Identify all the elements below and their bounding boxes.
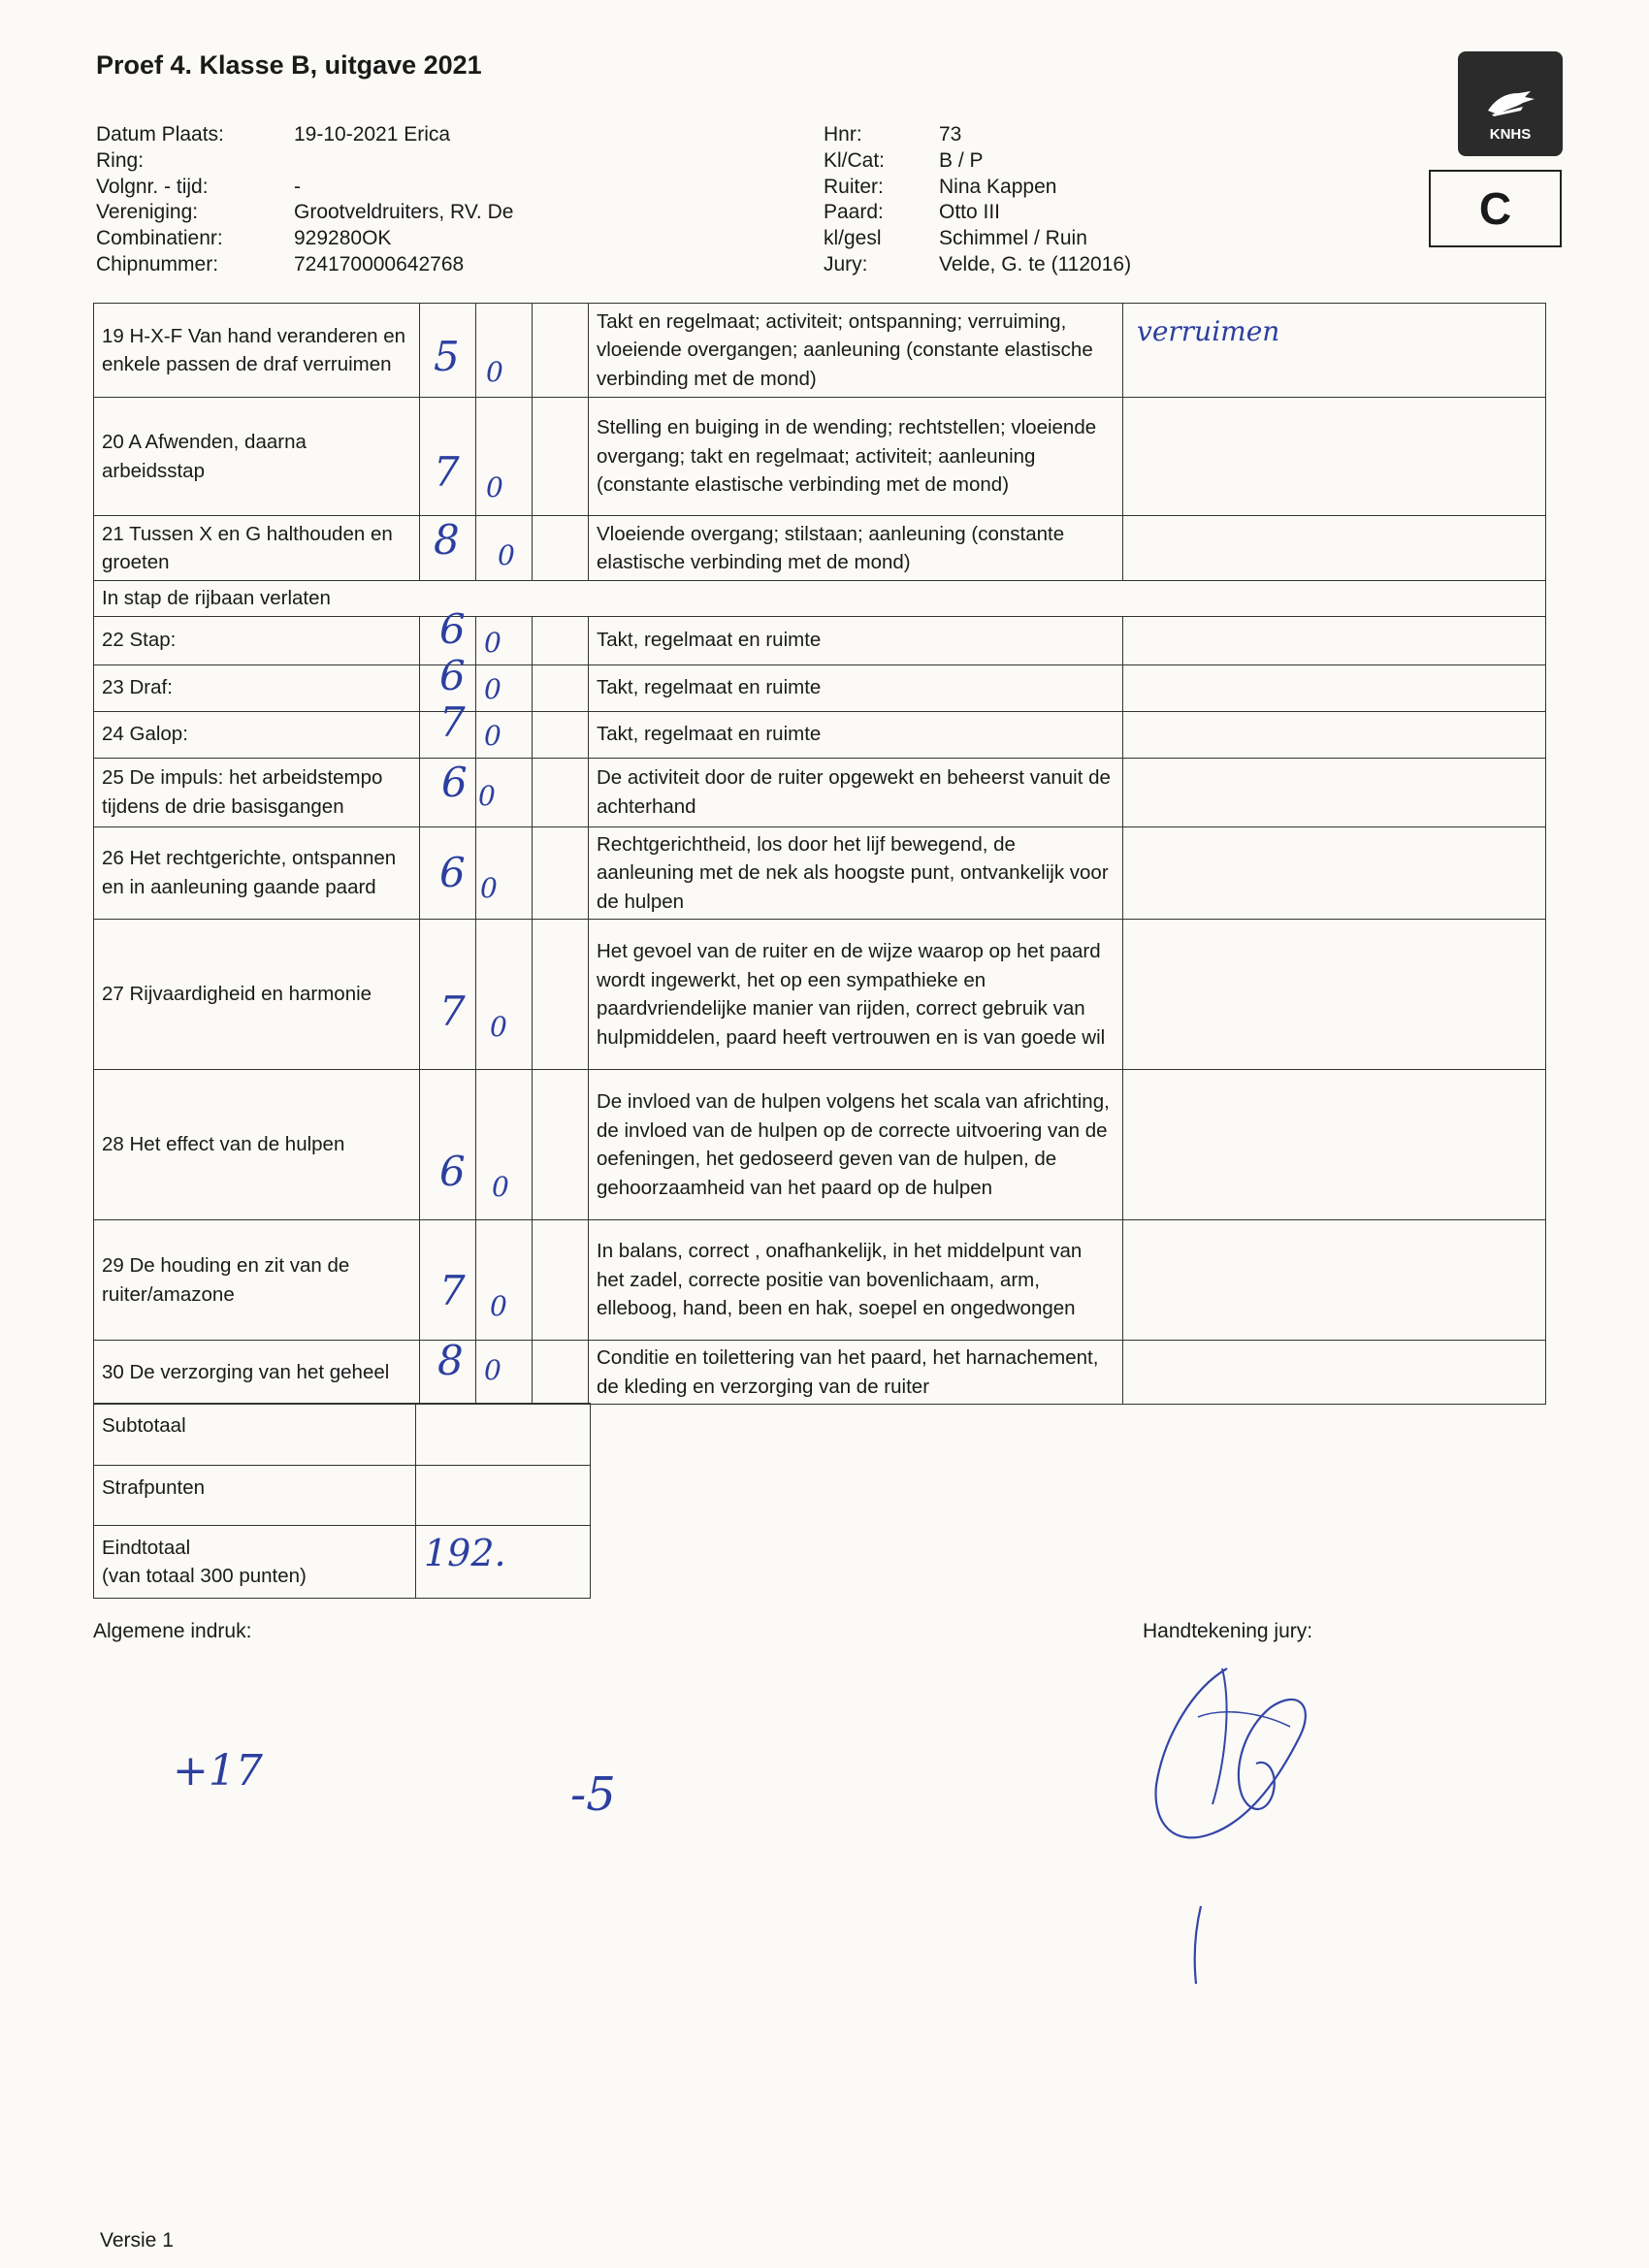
label-chipnummer: Chipnummer: [96,253,219,275]
criteria-cell: Vloeiende overgang; stilstaan; aanleuning (constante elastische verbinding met de mond) [589,516,1123,581]
exercise-cell: 19 H-X-F Van hand veranderen en enkele passen de draf verruimen [94,304,420,398]
criteria-cell: Rechtgerichtheid, los door het lijf bewegend, de aanleuning met de nek als hoogste punt, ontvankelijk voor de hulpen [589,826,1123,920]
walk-out-cell: In stap de rijbaan verlaten [94,581,1546,617]
table-row [94,304,1546,398]
decimal-cell [476,516,533,581]
value-klcat: B / P [939,149,984,172]
table-row [94,516,1546,581]
score-cell [420,1220,476,1341]
score-value: 5 [434,333,460,380]
table-row [94,398,1546,516]
value-volgnr: - [294,176,301,198]
exercise-cell: 30 De verzorging van het geheel [94,1341,420,1405]
table-row [94,664,1546,711]
score-cell [420,398,476,516]
table-row [94,711,1546,758]
remark-value: verruimen [1137,315,1280,347]
decimal-value: 0 [484,719,501,752]
value-paard: Otto III [939,201,1001,223]
remark-cell [1123,304,1546,398]
penalty-row [94,1466,591,1526]
final-total-row [94,1526,591,1599]
score-cell [420,758,476,826]
decimal-cell [476,920,533,1070]
criteria-cell: In balans, correct , onafhankelijk, in het middelpunt van het zadel, correcte positie van bovenlichaam, arm, elleboog, hand, been en hak, soepel en ongedwongen [589,1220,1123,1341]
table-row [94,1341,1546,1405]
decimal-cell [476,1341,533,1405]
extra-cell [533,1341,589,1405]
label-ruiter: Ruiter: [824,176,884,198]
label-jury: Jury: [824,253,868,275]
criteria-cell: De invloed van de hulpen volgens het scala van africhting, de invloed van de hulpen op de correcte uitvoering van de oefeningen, het gedoseerd geven van de hulpen, de gehoorzaamheid van het paard op de hulpen [589,1070,1123,1220]
extra-cell [533,1220,589,1341]
remark-cell [1123,920,1546,1070]
table-row [94,1220,1546,1341]
decimal-value: 0 [478,779,496,812]
subtotal-value [416,1404,591,1466]
label-klcat: Kl/Cat: [824,149,886,172]
extra-cell [533,516,589,581]
extra-cell [533,920,589,1070]
score-value: 7 [439,988,466,1035]
score-value: 6 [439,1148,466,1195]
remark-cell [1123,1070,1546,1220]
score-value: 6 [441,758,468,806]
decimal-value: 0 [480,871,498,904]
exercise-cell: 23 Draf: [94,664,420,711]
criteria-cell: Stelling en buiging in de wending; rechtstellen; vloeiende overgang; takt en regelmaat; activiteit; aanleuning (constante elastische verbinding met de mond) [589,398,1123,516]
value-vereniging: Grootveldruiters, RV. De [294,201,514,223]
decimal-value: 0 [490,1011,507,1043]
score-table [93,303,1546,1405]
score-value: 7 [439,697,466,746]
label-hnr: Hnr: [824,123,862,146]
final-total-label: Eindtotaal [102,1537,191,1559]
table-row [94,826,1546,920]
criteria-cell: Takt, regelmaat en ruimte [589,664,1123,711]
subtotal-row [94,1404,591,1466]
remark-cell [1123,1341,1546,1405]
final-total-label-cell [94,1526,416,1599]
remark-cell [1123,616,1546,664]
extra-cell [533,398,589,516]
decimal-cell [476,1070,533,1220]
criteria-cell: Takt, regelmaat en ruimte [589,616,1123,664]
table-row [94,1070,1546,1220]
extra-cell [533,711,589,758]
value-hnr: 73 [939,123,962,146]
exercise-cell: 25 De impuls: het arbeidstempo tijdens de drie basisgangen [94,758,420,826]
extra-cell [533,616,589,664]
knhs-logo [1458,51,1563,156]
criteria-cell: Takt, regelmaat en ruimte [589,711,1123,758]
decimal-cell [476,664,533,711]
decimal-cell [476,304,533,398]
decimal-value: 0 [490,1290,507,1322]
decimal-cell [476,616,533,664]
value-chipnummer: 724170000642768 [294,253,465,275]
value-datum: 19-10-2021 Erica [294,123,451,146]
decimal-value: 0 [484,1354,501,1386]
exercise-cell: 24 Galop: [94,711,420,758]
decimal-cell [476,826,533,920]
score-cell [420,697,476,758]
score-cell [420,1070,476,1220]
criteria-cell: Conditie en toilettering van het paard, het harnachement, de kleding en verzorging van de ruiter [589,1341,1123,1405]
exercise-cell: 22 Stap: [94,616,420,664]
exercise-cell: 27 Rijvaardigheid en harmonie [94,920,420,1070]
remark-cell [1123,826,1546,920]
extra-cell [533,304,589,398]
remark-cell [1123,664,1546,711]
label-ring: Ring: [96,149,145,172]
label-paard: Paard: [824,201,884,223]
value-jury: Velde, G. te (112016) [939,253,1132,275]
criteria-cell: Het gevoel van de ruiter en de wijze waarop op het paard wordt ingewerkt, het op een sympathieke en paardvriendelijke manier van rijden, correct gebruik van hulpmiddelen, paard heeft vertrouwen en is van goede wil [589,920,1123,1070]
handwritten-plus-note: +17 [173,1746,263,1796]
extra-cell [533,826,589,920]
label-combinatienr: Combinatienr: [96,227,223,249]
category-box: C [1429,170,1562,247]
extra-cell [533,758,589,826]
score-value: 6 [439,848,466,896]
value-klgesl: Schimmel / Ruin [939,227,1087,249]
exercise-cell: 29 De houding en zit van de ruiter/amazone [94,1220,420,1341]
decimal-cell [476,398,533,516]
label-klgesl: kl/gesl [824,227,882,249]
jury-signature [1135,1649,1339,1989]
general-impression-label: Algemene indruk: [93,1620,252,1642]
handwritten-minus-note: -5 [570,1767,616,1822]
decimal-value: 0 [484,672,501,705]
remark-cell [1123,516,1546,581]
final-total-value-cell [416,1526,591,1599]
criteria-cell: Takt en regelmaat; activiteit; ontspanning; verruiming, vloeiende overgangen; aanleuning (constante elastische verbinding met de mond) [589,304,1123,398]
exercise-cell: 21 Tussen X en G halthouden en groeten [94,516,420,581]
logo-text: KNHS [1489,126,1532,143]
exercise-cell: 20 A Afwenden, daarna arbeidsstap [94,398,420,516]
label-volgnr: Volgnr. - tijd: [96,176,209,198]
label-datum: Datum Plaats: [96,123,224,146]
score-cell [420,1337,476,1405]
score-value: 6 [439,604,466,653]
criteria-cell: De activiteit door de ruiter opgewekt en beheerst vanuit de achterhand [589,758,1123,826]
decimal-value: 0 [486,356,503,388]
footer-version: Versie 1 [100,2229,174,2252]
decimal-cell [476,758,533,826]
exercise-cell: 26 Het rechtgerichte, ontspannen en in aanleuning gaande paard [94,826,420,920]
value-ruiter: Nina Kappen [939,176,1057,198]
remark-cell [1123,758,1546,826]
penalty-label: Strafpunten [94,1466,416,1526]
extra-cell [533,1070,589,1220]
remark-cell [1123,711,1546,758]
score-value: 8 [434,516,460,564]
final-total-sublabel: (van totaal 300 punten) [102,1565,307,1587]
totals-table [93,1403,591,1599]
penalty-value [416,1466,591,1526]
label-vereniging: Vereniging: [96,201,199,223]
signature-label: Handtekening jury: [1143,1620,1313,1642]
score-value: 7 [439,1267,466,1314]
table-row [94,616,1546,664]
page-title: Proef 4. Klasse B, uitgave 2021 [96,50,482,80]
remark-cell [1123,398,1546,516]
score-value: 6 [439,651,466,699]
decimal-value: 0 [484,626,501,659]
table-row [94,758,1546,826]
subtotal-label: Subtotaal [94,1404,416,1466]
horse-head-icon [1484,89,1536,118]
score-value: 7 [434,448,460,496]
final-total-value: 192. [424,1532,506,1574]
decimal-cell [476,711,533,758]
decimal-cell [476,1220,533,1341]
decimal-value: 0 [486,471,503,503]
extra-cell [533,664,589,711]
decimal-value: 0 [498,539,515,571]
score-cell [420,516,476,581]
exercise-cell: 28 Het effect van de hulpen [94,1070,420,1220]
remark-cell [1123,1220,1546,1341]
score-cell [420,920,476,1070]
score-cell [420,826,476,920]
walk-out-row [94,581,1546,617]
decimal-value: 0 [492,1171,509,1203]
value-combinatienr: 929280OK [294,227,392,249]
table-row [94,920,1546,1070]
score-value: 8 [437,1337,464,1384]
score-cell [420,304,476,398]
